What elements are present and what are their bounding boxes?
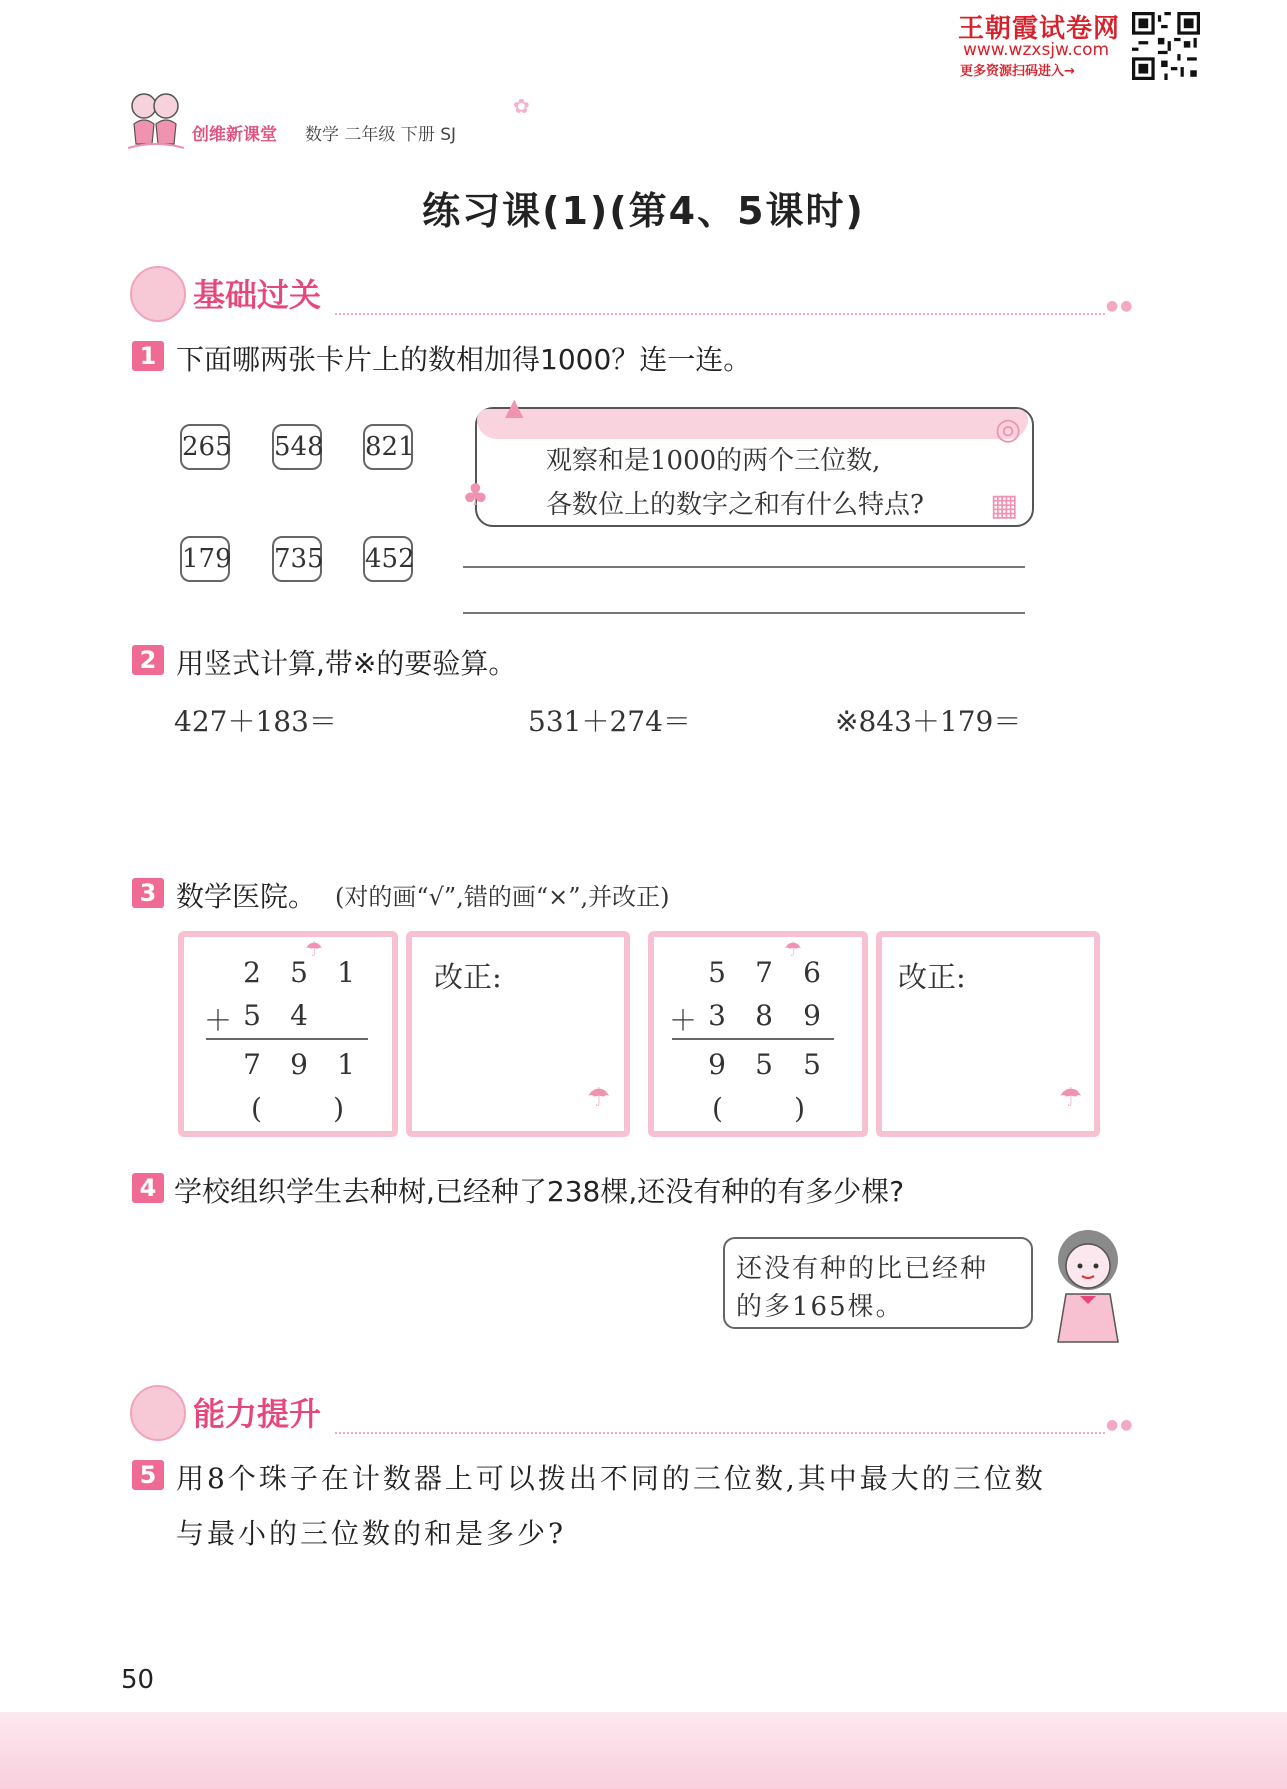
calc-digit: 5	[290, 956, 308, 989]
calc-digit: 3	[708, 999, 726, 1032]
bubble-line: 还没有种的比已经种	[736, 1254, 989, 1284]
number-card[interactable]: 265	[180, 424, 230, 470]
calc-operator: ＋	[668, 1004, 697, 1037]
calc-item: 427＋183＝	[174, 705, 337, 738]
calc-digit: 8	[755, 999, 773, 1032]
calc-digit: 7	[755, 956, 773, 989]
number-card[interactable]: 821	[363, 424, 413, 470]
teacher-avatar-icon	[130, 1385, 186, 1441]
question-text: 用8个珠子在计数器上可以拨出不同的三位数,其中最大的三位数	[176, 1462, 1046, 1495]
question-number: 2	[132, 645, 164, 675]
section-title-advanced: 能力提升	[193, 1395, 322, 1433]
calc-digit: 2	[243, 956, 261, 989]
donut-icon: ◎	[995, 412, 1022, 447]
calc-digit: 9	[708, 1048, 726, 1081]
page-title: 练习课(1)(第4、5课时)	[422, 189, 865, 233]
chocolate-icon: ▦	[990, 488, 1019, 523]
calc-operator: ＋	[203, 1004, 232, 1037]
calc-digit: 4	[290, 999, 308, 1032]
section-divider	[335, 1432, 1105, 1434]
question-text: 数学医院。	[176, 880, 317, 913]
calc-rule	[672, 1038, 834, 1040]
calc-digit: 5	[755, 1048, 773, 1081]
calc-item: ※843＋179＝	[835, 705, 1022, 738]
bubble-line: 的多165棵。	[736, 1292, 904, 1322]
section-divider	[335, 313, 1105, 315]
number-card[interactable]: 548	[272, 424, 322, 470]
qr-code-icon[interactable]	[1132, 12, 1200, 80]
number-card[interactable]: 452	[363, 536, 413, 582]
book-info: 数学 二年级 下册 SJ	[305, 125, 457, 145]
calc-digit: 5	[708, 956, 726, 989]
calc-digit: 7	[243, 1048, 261, 1081]
question-number: 3	[132, 878, 164, 908]
question-note: (对的画“√”,错的画“×”,并改正)	[335, 883, 670, 911]
series-name: 创维新课堂	[192, 125, 277, 145]
brand-more-text: 更多资源扫码进入→	[960, 64, 1075, 79]
calc-digit: 6	[803, 956, 821, 989]
calc-digit: 5	[803, 1048, 821, 1081]
judge-paren[interactable]: ( )	[251, 1092, 345, 1125]
question-text: 用竖式计算,带※的要验算。	[176, 647, 517, 680]
correction-label: 改正:	[898, 960, 966, 994]
judge-paren[interactable]: ( )	[712, 1092, 806, 1125]
calc-rule	[206, 1038, 368, 1040]
cupcake-icon: ♣	[462, 478, 489, 513]
kids-logo-icon	[126, 88, 186, 154]
answer-line[interactable]	[463, 566, 1025, 568]
question-number: 4	[132, 1173, 164, 1203]
calc-item: 531＋274＝	[528, 705, 691, 738]
brand-name: 王朝霞试卷网	[958, 14, 1121, 44]
dots-icon: ●●	[1106, 298, 1135, 314]
number-card[interactable]: 179	[180, 536, 230, 582]
calc-digit: 1	[337, 956, 355, 989]
calc-digit: 1	[337, 1048, 355, 1081]
brand-url[interactable]: www.wzxsjw.com	[963, 40, 1110, 60]
flower-icon: ✿	[513, 94, 530, 118]
question-text: 学校组织学生去种树,已经种了238棵,还没有种的有多少棵?	[174, 1175, 905, 1208]
correction-label: 改正:	[434, 960, 502, 994]
dots-icon: ●●	[1106, 1417, 1135, 1433]
teacher-avatar-icon	[130, 266, 186, 322]
footer-band	[0, 1712, 1287, 1789]
umbrella-icon: ☂	[587, 1083, 611, 1113]
hint-line: 观察和是1000的两个三位数,	[546, 446, 881, 476]
question-number: 1	[132, 341, 164, 371]
calc-digit: 9	[803, 999, 821, 1032]
hint-line: 各数位上的数字之和有什么特点?	[546, 490, 924, 520]
cake-icon: ▲	[505, 393, 524, 421]
answer-line[interactable]	[463, 612, 1025, 614]
section-title-basic: 基础过关	[193, 276, 322, 314]
umbrella-icon: ☂	[305, 937, 323, 961]
question-number: 5	[132, 1460, 164, 1490]
hint-drip-decoration	[477, 409, 1028, 439]
question-text: 与最小的三位数的和是多少?	[176, 1517, 567, 1550]
page-number: 50	[121, 1665, 155, 1695]
girl-character-icon	[1040, 1222, 1135, 1350]
number-card[interactable]: 735	[272, 536, 322, 582]
calc-digit: 9	[290, 1048, 308, 1081]
question-text: 下面哪两张卡片上的数相加得1000？连一连。	[176, 343, 752, 376]
umbrella-icon: ☂	[784, 937, 802, 961]
umbrella-icon: ☂	[1059, 1083, 1083, 1113]
calc-digit: 5	[243, 999, 261, 1032]
